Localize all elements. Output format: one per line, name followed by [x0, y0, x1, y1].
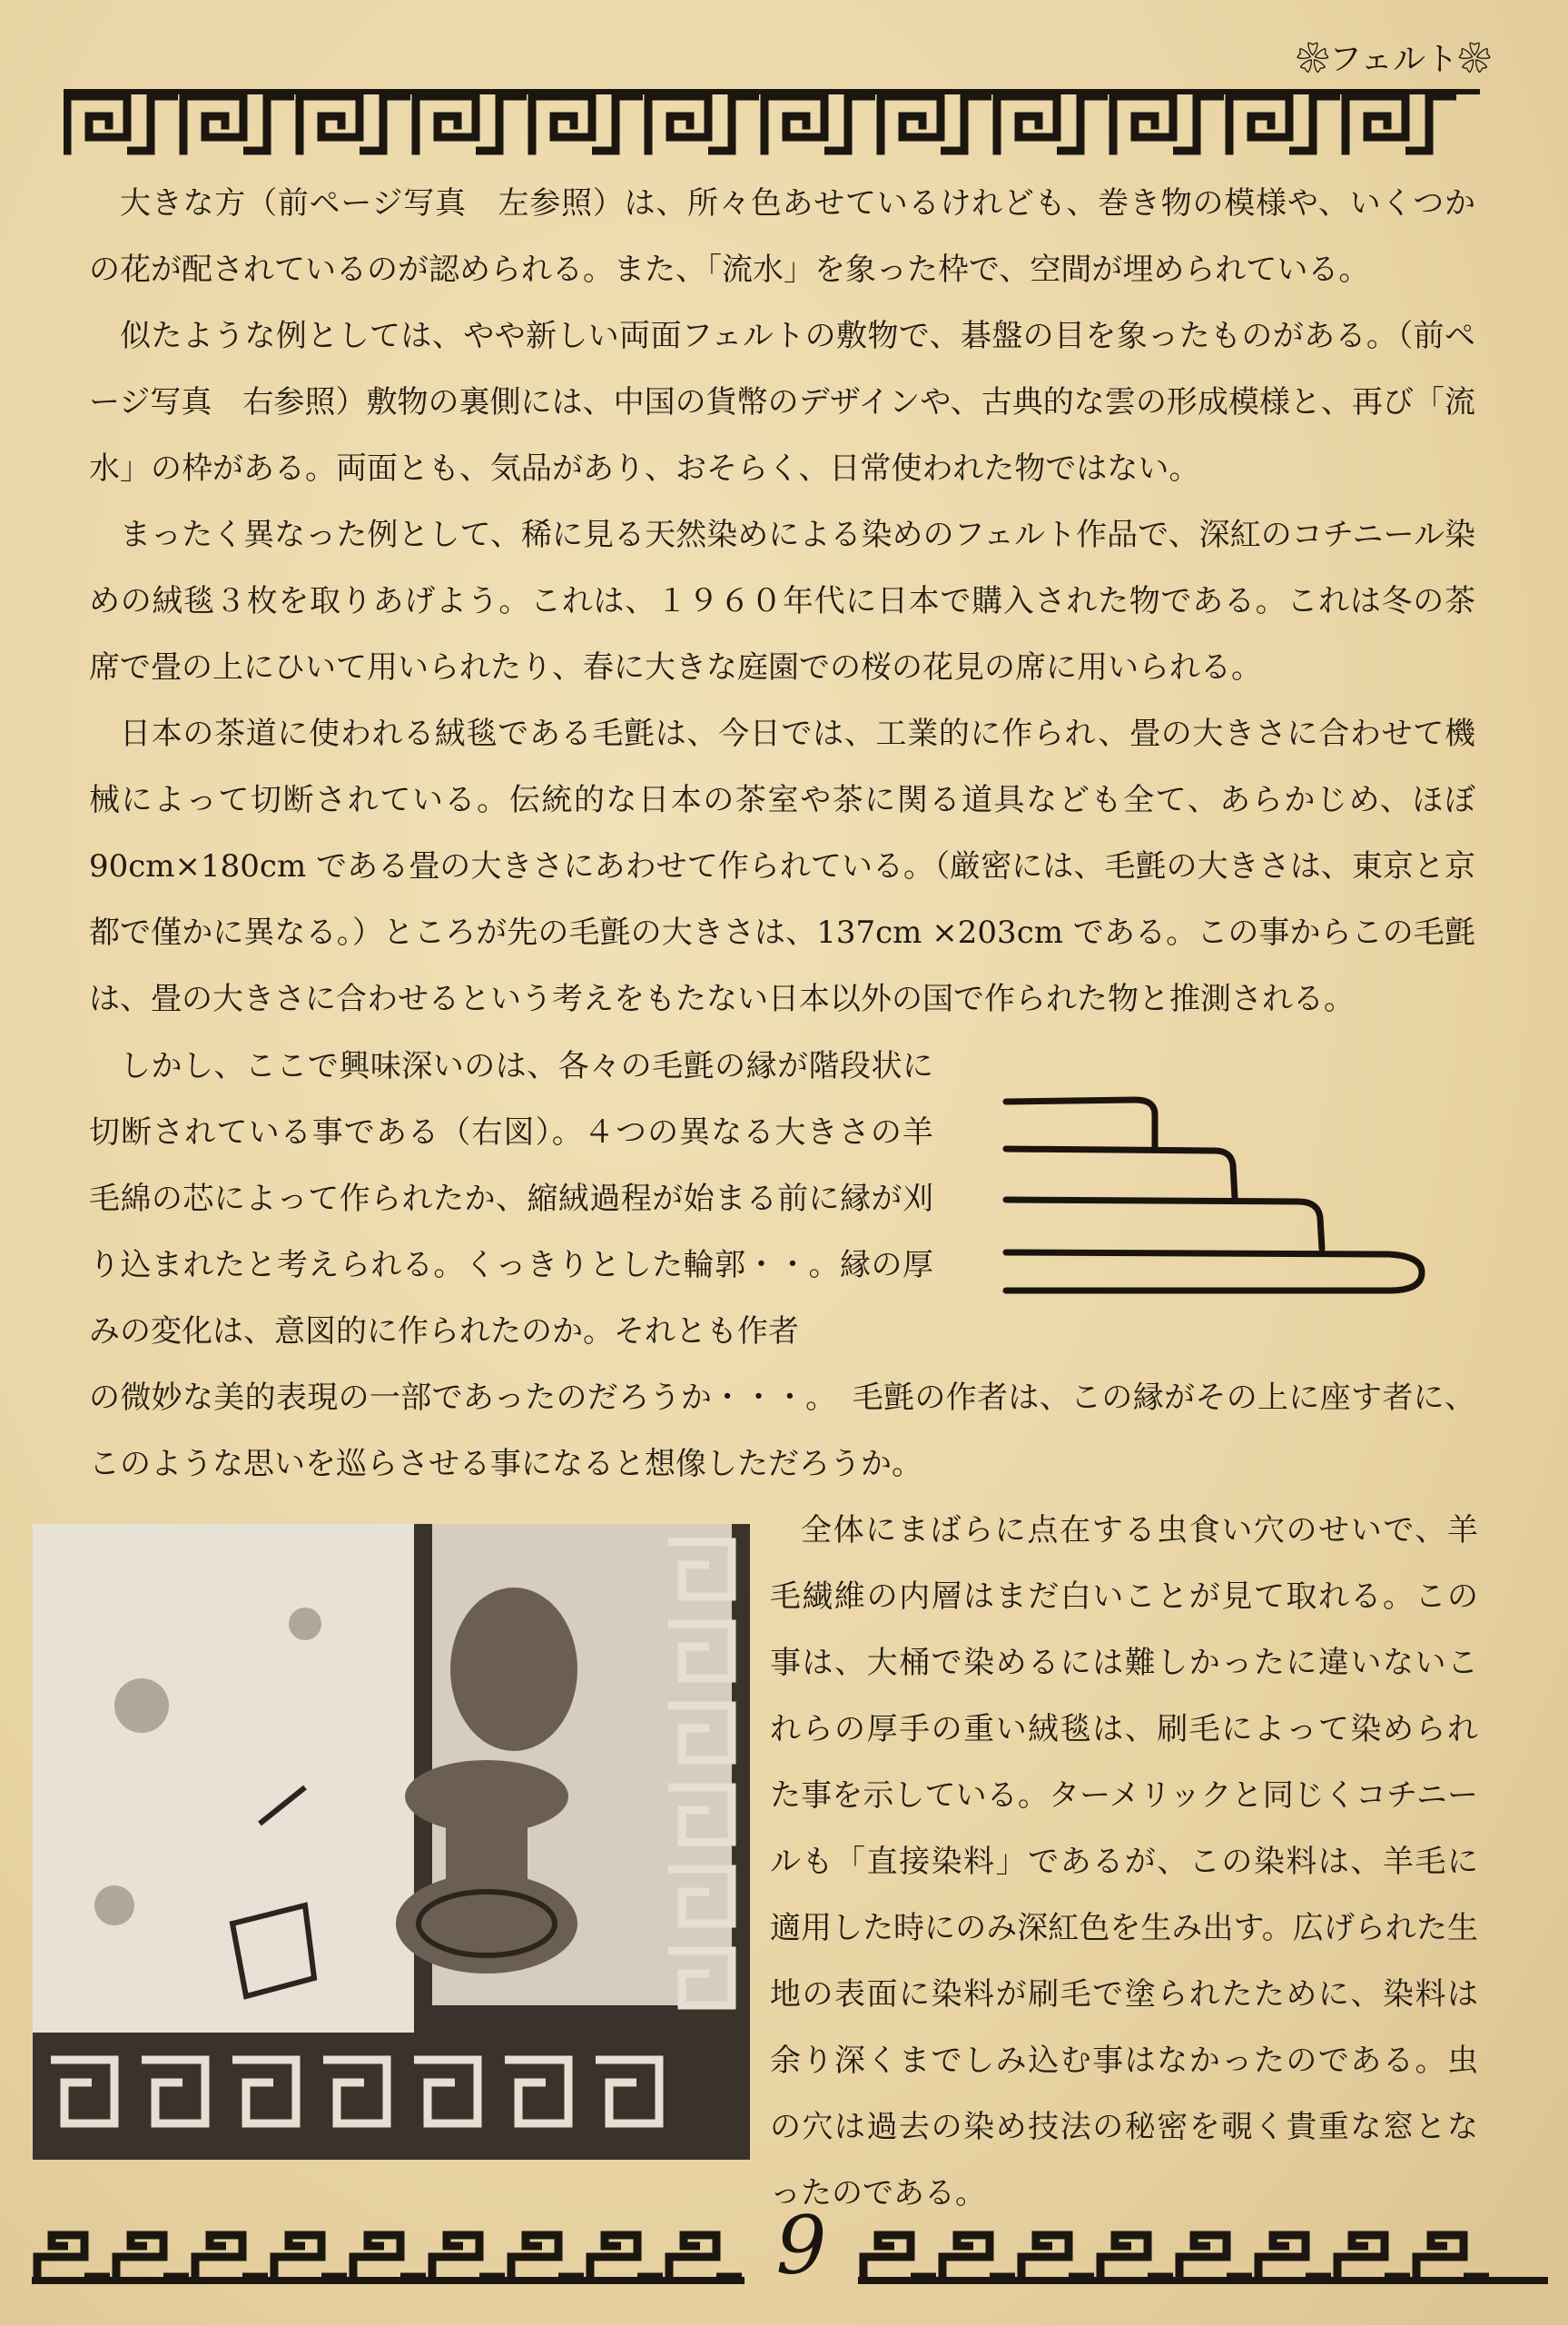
felt-rug-photo [33, 1524, 750, 2160]
section-tag: ❀フェルト❀ [1296, 41, 1492, 78]
top-meander-border [64, 87, 1480, 160]
bottom-meander-border-right [858, 2221, 1548, 2286]
paragraph-2: 似たような例としては、やや新しい両面フェルトの敷物で、碁盤の目を象ったものがある。（前ページ写真 右参照）敷物の裏側には、中国の貨幣のデザインや、古典的な雲の形成模様と、再び「流水」の枠がある。両面とも、気品があり、おそらく、日常使われた物ではない。 [89, 318, 1475, 487]
paragraph-5-part-2: の微妙な美的表現の一部であったのだろうか・・・。 毛氈の作者は、この縁がその上に座す者に、このような思いを巡らさせる事になると想像しただろうか。 [89, 1380, 1475, 1482]
paragraph-3: まったく異なった例として、稀に見る天然染めによる染めのフェルト作品で、深紅のコチニール染めの絨毯３枚を取りあげよう。これは、１９６０年代に日本で購入された物である。これは冬の茶席で畳の上にひいて用いられたり、春に大きな庭園での桜の花見の席に用いられる。 [89, 517, 1475, 686]
paragraph-6: 全体にまばらに点在する虫食い穴のせいで、羊毛繊維の内層はまだ白いことが見て取れる。この事は、大桶で染めるには難しかったに違いないこれらの厚手の重い絨毯は、刷毛によって染められた事を示している。ターメリックと同じくコチニールも「直接染料」であるが、この染料は、羊毛に適用した時にのみ深紅色を生み出す。広げられた生地の表面に染料が刷毛で塗られたために、染料は余り深くまでしみ込む事はなかったのである。虫の穴は過去の染め技法の秘密を覗く貴重な窓となったのである。 [770, 1512, 1478, 2211]
stepped-edge-diagram [999, 1085, 1435, 1303]
paragraph-5-part-1: しかし、ここで興味深いのは、各々の毛氈の縁が階段状に切断されている事である（右図）。４つの異なる大きさの羊毛綿の芯によって作られたか、縮絨過程が始まる前に縁が刈り込まれたと考えられる。くっきりとした輪郭・・。縁の厚みの変化は、意図的に作られたのか。それとも作者 [89, 1048, 933, 1350]
page-number: 9 [775, 2199, 827, 2292]
paragraph-4: 日本の茶道に使われる絨毯である毛氈は、今日では、工業的に作られ、畳の大きさに合わせて機械によって切断されている。伝統的な日本の茶室や茶に関る道具なども全て、あらかじめ、ほぼ90cm×180cm である畳の大きさにあわせて作られている。（厳密には、毛氈の大きさは、東京と京都で僅かに異なる。）ところが先の毛氈の大きさは、137cm ×203cm である。この事からこの毛氈は、畳の大きさに合わせるという考えをもたない日本以外の国で作られた物と推測される。 [89, 716, 1475, 1017]
paragraph-1: 大きな方（前ページ写真 左参照）は、所々色あせているけれども、巻き物の模様や、いくつかの花が配されているのが認められる。また、「流水」を象った枠で、空間が埋められている。 [89, 185, 1475, 288]
bottom-meander-border-left [32, 2221, 745, 2286]
